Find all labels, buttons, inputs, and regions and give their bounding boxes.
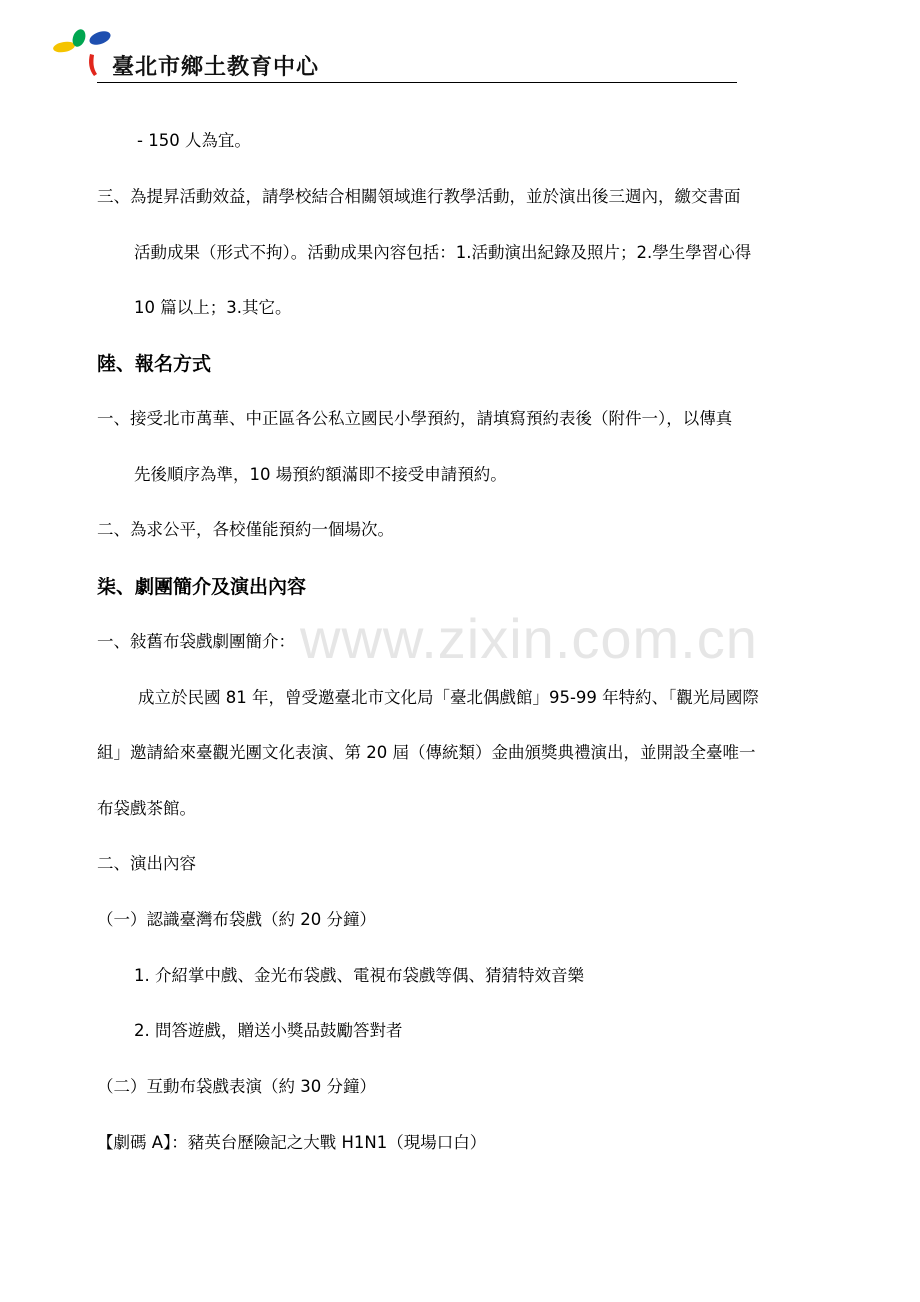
logo-icon xyxy=(52,26,114,82)
org-name: 臺北市鄉土教育中心 xyxy=(112,55,320,80)
section-heading: 柒、劇團簡介及演出內容 xyxy=(97,576,307,598)
text-line: 一、敍舊布袋戲劇團簡介： xyxy=(97,632,295,651)
text-line: 三、為提昇活動效益，請學校結合相關領域進行教學活動，並於演出後三週內，繳交書面 xyxy=(97,187,741,206)
text-line: 先後順序為準，10 場預約額滿即不接受申請預約。 xyxy=(134,465,507,484)
text-line: 布袋戲茶館。 xyxy=(97,799,196,818)
text-line: 【劇碼 A】：豬英台歷險記之大戰 H1N1（現場口白） xyxy=(97,1133,487,1152)
text-line: 一、接受北市萬華、中正區各公私立國民小學預約，請填寫預約表後（附件一），以傳真 xyxy=(97,409,733,428)
text-line: 二、為求公平，各校僅能預約一個場次。 xyxy=(97,520,394,539)
logo-red-stroke xyxy=(89,54,97,76)
text-line: 2. 問答遊戲，贈送小獎品鼓勵答對者 xyxy=(134,1021,403,1040)
text-line: 組」邀請給來臺觀光團文化表演、第 20 屆（傳統類）金曲頒獎典禮演出，並開設全臺唯一 xyxy=(97,743,756,762)
text-line: 成立於民國 81 年，曾受邀臺北市文化局「臺北偶戲館」95-99 年特約、「觀光局國際 xyxy=(138,688,759,707)
text-line: 活動成果（形式不拘）。活動成果內容包括：1.活動演出紀錄及照片；2.學生學習心得 xyxy=(134,243,752,262)
text-line: - 150 人為宜。 xyxy=(137,131,251,150)
text-line: 10 篇以上；3.其它。 xyxy=(134,298,292,317)
logo-blue-petal xyxy=(88,29,113,48)
watermark: www.zixin.com.cn xyxy=(300,607,758,670)
text-line: （二）互動布袋戲表演（約 30 分鐘） xyxy=(97,1077,376,1096)
section-heading: 陸、報名方式 xyxy=(97,353,212,375)
text-line: （一）認識臺灣布袋戲（約 20 分鐘） xyxy=(97,910,376,929)
header-divider xyxy=(97,82,737,83)
text-line: 1. 介紹掌中戲、金光布袋戲、電視布袋戲等偶、猜猜特效音樂 xyxy=(134,966,584,985)
logo-yellow-petal xyxy=(52,40,75,54)
text-line: 二、演出內容 xyxy=(97,854,196,873)
